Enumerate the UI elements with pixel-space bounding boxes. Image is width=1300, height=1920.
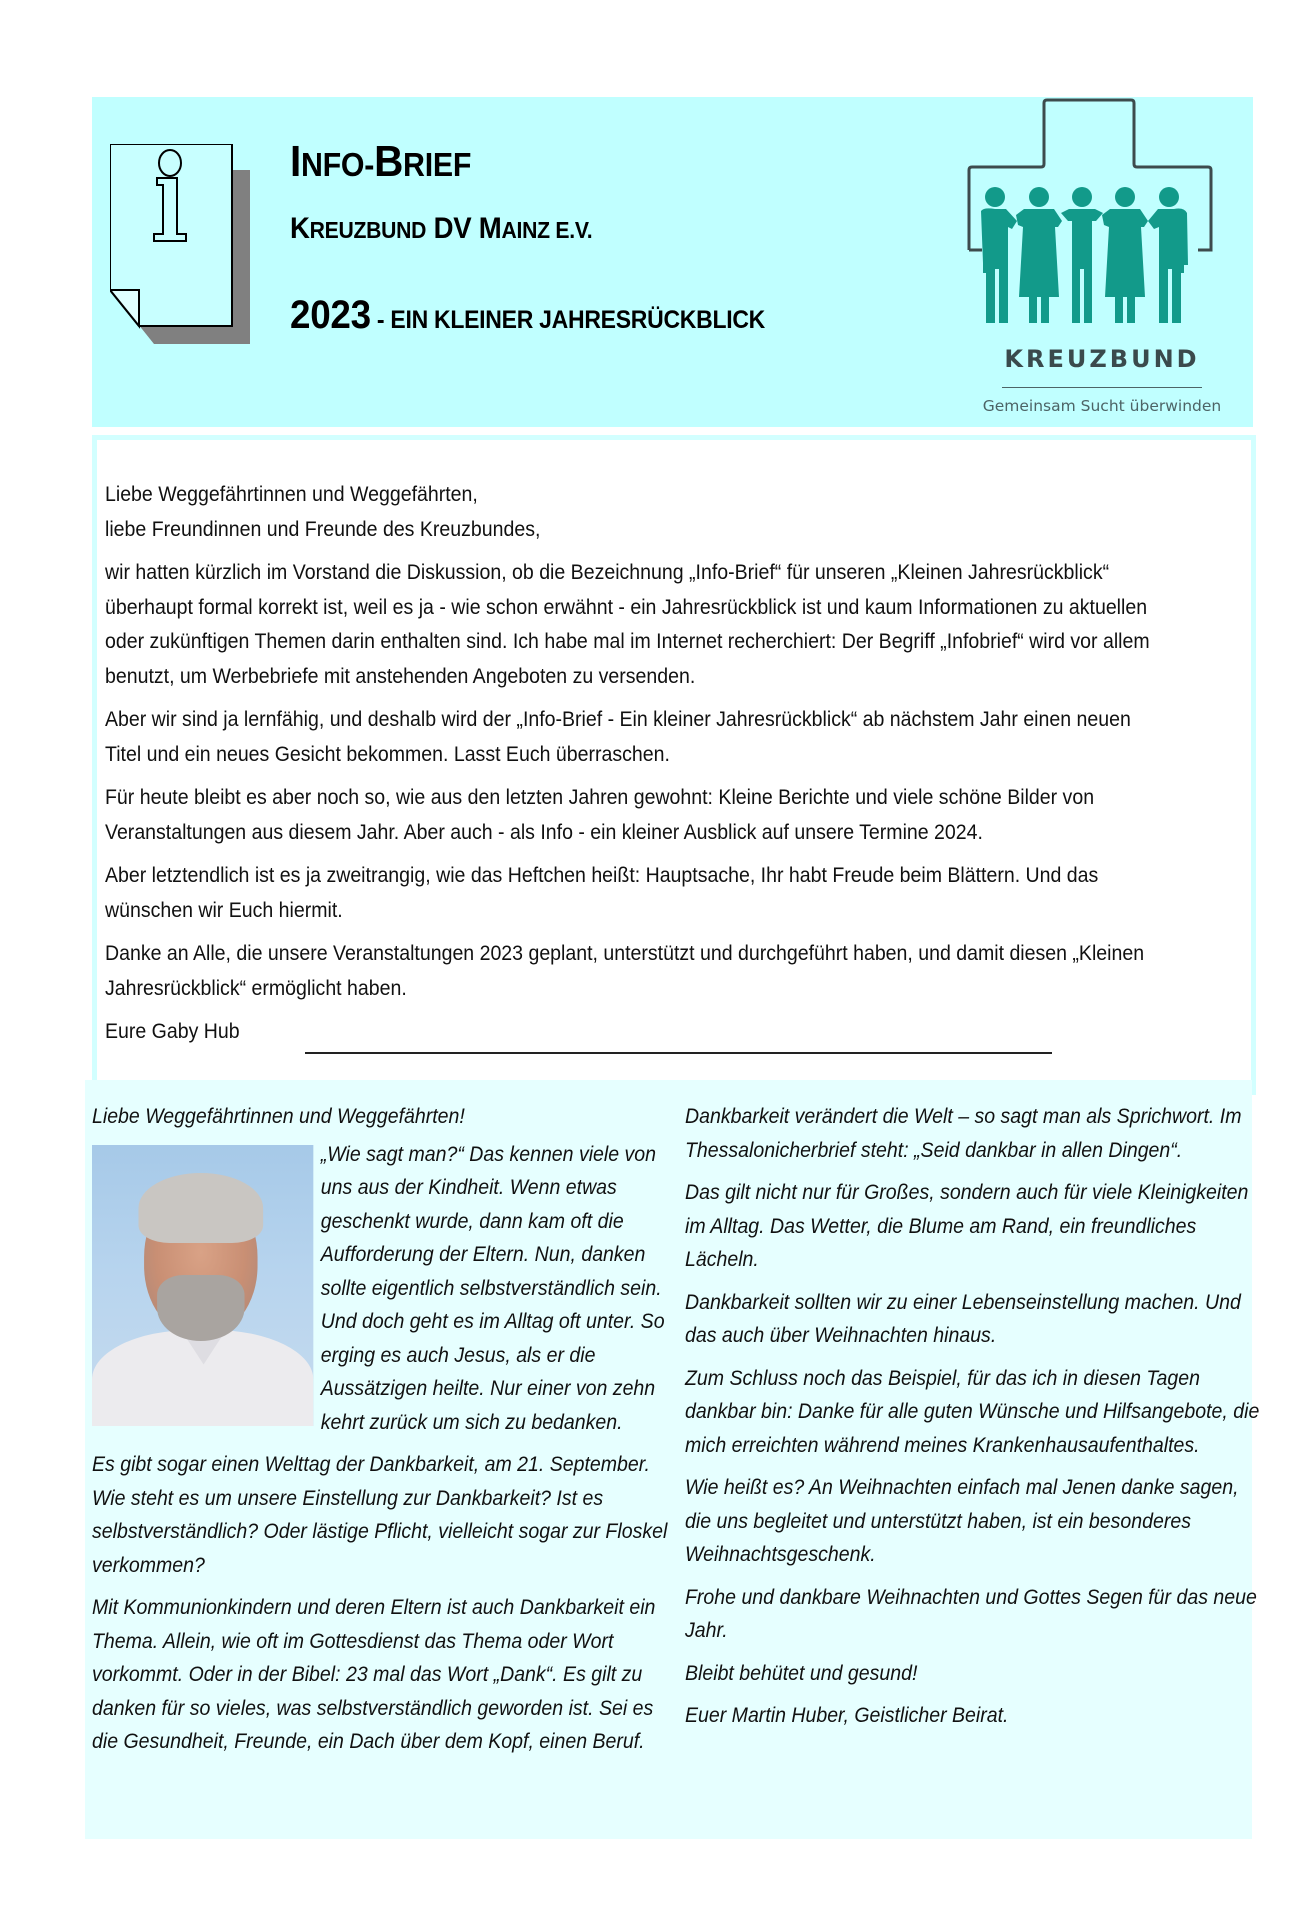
edition-title	[290, 293, 765, 338]
message-paragraph: Wie heißt es? An Weihnachten einfach mal Jenen danke sagen, die uns begleitet und unterstützt haben, ist ein besonderes Weihnachtsgeschenk.	[685, 1476, 1239, 1566]
message-signature: Euer Martin Huber, Geistlicher Beirat.	[685, 1704, 1009, 1727]
intro-salutation: Liebe Weggefährtinnen und Weggefährten, liebe Freundinnen und Freunde des Kreuzbundes,	[105, 483, 541, 541]
author-portrait-photo	[92, 1145, 313, 1426]
intro-signature: Eure Gaby Hub	[105, 1020, 240, 1043]
info-document-icon	[110, 144, 250, 344]
message-paragraph: Bleibt behütet und gesund!	[685, 1661, 918, 1685]
organization-name: KREUZBUND DV MAINZ E.V.	[290, 212, 593, 245]
year: 2023	[290, 293, 371, 337]
section-divider-line	[305, 1052, 1052, 1054]
intro-paragraph: Aber wir sind ja lernfähig, und deshalb wird der „Info-Brief - Ein kleiner Jahresrückblick“ ab nächstem Jahr einen neuen Titel und ein neues Gesicht bekommen. Lasst Euch überraschen.	[105, 708, 1131, 766]
newsletter-title: INFO-BRIEF	[290, 137, 472, 186]
message-greeting: Liebe Weggefährtinnen und Weggefährten!	[92, 1105, 465, 1128]
message-paragraph: Mit Kommunionkindern und deren Eltern ist auch Dankbarkeit ein Thema. Allein, wie oft im Gottesdienst das Thema oder Wort vorkommt. Oder in der Bibel: 23 mal das Wort „Dank“. Es gilt zu danken für so vieles, was selbstverständlich geworden ist. Sei es die Gesundheit, Freunde, ein Dach über dem Kopf, einen Beruf.	[92, 1596, 656, 1753]
message-column-left	[92, 1100, 669, 1768]
message-paragraph: Es gibt sogar einen Welttag der Dankbarkeit, am 21. September. Wie steht es um unsere Einstellung zur Dankbarkeit? Ist es selbstverständlich? Oder lästige Pflicht, vielleicht sogar zur Floskel verkommen?	[92, 1453, 668, 1577]
logo-divider	[1002, 387, 1202, 388]
intro-paragraph: Danke an Alle, die unsere Veranstaltungen 2023 geplant, unterstützt und durchgeführt haben, und damit diesen „Kleinen Jahresrückblick“ ermöglicht haben.	[105, 942, 1145, 1000]
intro-letter-text	[105, 478, 1165, 1059]
kreuzbund-logo	[962, 97, 1242, 427]
cross-with-people-icon	[962, 97, 1242, 342]
message-paragraph: Zum Schluss noch das Beispiel, für das ich in diesen Tagen dankbar bin: Danke für alle guten Wünsche und Hilfsangebote, die mich erreichten während meines Krankenhausaufenthaltes.	[685, 1366, 1260, 1457]
edition-subtitle: - EIN KLEINER JAHRESRÜCKBLICK	[370, 306, 766, 334]
header-banner	[92, 97, 1253, 427]
message-paragraph: „Wie sagt man?“ Das kennen viele von uns aus der Kindheit. Wenn etwas geschenkt wurde, dann kam oft die Aufforderung der Eltern. Nun, danken sollte eigentlich selbstverständlich sein. Und doch geht es im Alltag oft unter. So erging es auch Jesus, als er die Aussätzigen heilte. Nur einer von zehn kehrt zurück um sich zu bedanken.	[320, 1142, 665, 1434]
message-column-right	[685, 1100, 1262, 1742]
message-paragraph: Das gilt nicht nur für Großes, sondern auch für viele Kleinigkeiten im Alltag. Das Wetter, die Blume am Rand, ein freundliches Lächeln.	[685, 1181, 1249, 1271]
intro-paragraph: Für heute bleibt es aber noch so, wie aus den letzten Jahren gewohnt: Kleine Berichte und viele schöne Bilder von Veranstaltungen aus diesem Jahr. Aber auch - als Info - ein kleiner Ausblick auf unsere Termine 2024.	[105, 786, 1095, 844]
message-paragraph: Dankbarkeit verändert die Welt – so sagt man als Sprichwort. Im Thessalonicherbrief steht: „Seid dankbar in allen Dingen“.	[685, 1105, 1242, 1162]
intro-paragraph: Aber letztendlich ist es ja zweitrangig, wie das Heftchen heißt: Hauptsache, Ihr habt Freude beim Blättern. Und das wünschen wir Euch hiermit.	[105, 864, 1099, 922]
message-paragraph: Dankbarkeit sollten wir zu einer Lebenseinstellung machen. Und das auch über Weihnachten hinaus.	[685, 1290, 1241, 1347]
intro-letter-box	[92, 435, 1256, 1095]
intro-paragraph: wir hatten kürzlich im Vorstand die Diskussion, ob die Bezeichnung „Info-Brief“ für unseren „Kleinen Jahresrückblick“ überhaupt formal korrekt ist, weil es ja - wie schon erwähnt - ein Jahresrückblick ist und kaum Informationen zu aktuellen oder zukünftigen Themen darin enthalten sind. Ich habe mal im Internet recherchiert: Der Begriff „Infobrief“ wird vor allem benutzt, um Werbebriefe mit anstehenden Angeboten zu versenden.	[105, 561, 1150, 688]
logo-tagline: Gemeinsam Sucht überwinden	[982, 397, 1222, 415]
spiritual-message-section	[85, 1080, 1260, 1839]
message-paragraph: Frohe und dankbare Weihnachten und Gottes Segen für das neue Jahr.	[685, 1585, 1257, 1642]
logo-wordmark: KREUZBUND	[1004, 345, 1200, 373]
